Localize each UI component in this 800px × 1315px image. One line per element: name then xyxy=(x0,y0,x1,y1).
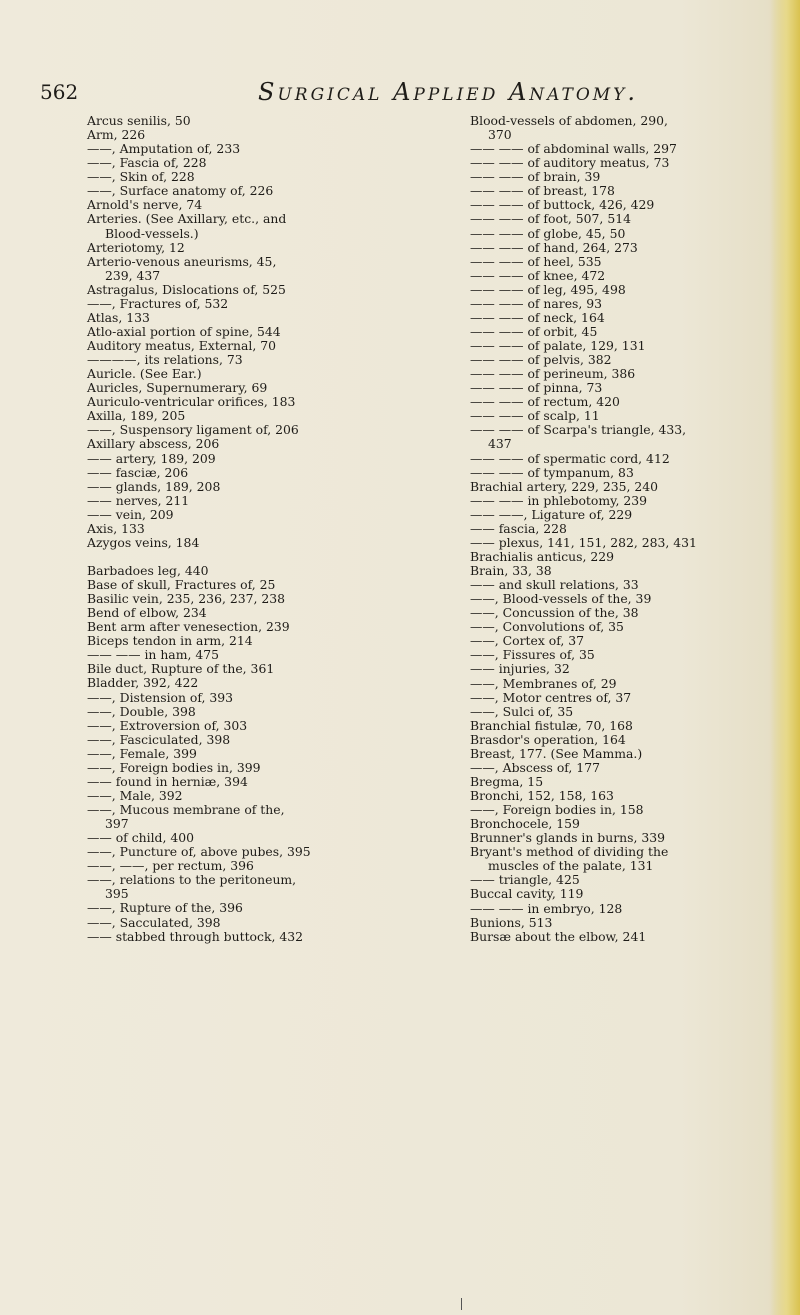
index-entry: Bile duct, Rupture of the, 361 xyxy=(87,661,275,677)
index-entry: ——, Extroversion of, 303 xyxy=(87,717,248,733)
page-title: Surgical Applied Anatomy. xyxy=(258,78,639,106)
index-entry: —— glands, 189, 208 xyxy=(87,478,221,494)
index-entry: —— —— in embryo, 128 xyxy=(470,900,623,916)
index-entry: —— —— of buttock, 426, 429 xyxy=(470,197,655,213)
index-entry: —— —— of leg, 495, 498 xyxy=(470,281,626,297)
index-entry: Bursæ about the elbow, 241 xyxy=(470,928,647,944)
index-entry: —— —— of scalp, 11 xyxy=(470,408,600,424)
index-entry: —— —— of Scarpa's triangle, 433, xyxy=(470,422,687,438)
index-entry: ——, Female, 399 xyxy=(87,745,197,761)
index-entry: —— —— of orbit, 45 xyxy=(470,323,598,339)
index-entry: ——, Mucous membrane of the, xyxy=(87,802,285,818)
index-entry: —— of child, 400 xyxy=(87,830,195,846)
index-entry: ——, Rupture of the, 396 xyxy=(87,900,243,916)
index-entry: ——, Fasciculated, 398 xyxy=(87,731,231,747)
index-entry: —— —— of spermatic cord, 412 xyxy=(470,450,670,466)
index-entry: —— ——, Ligature of, 229 xyxy=(470,506,633,522)
index-entry: 437 xyxy=(488,436,512,452)
index-entry: —— —— of nares, 93 xyxy=(470,295,603,311)
index-entry: Arteriotomy, 12 xyxy=(87,239,185,255)
index-entry: —— fascia, 228 xyxy=(470,520,567,536)
index-entry: Astragalus, Dislocations of, 525 xyxy=(87,281,286,297)
index-entry: ——, Membranes of, 29 xyxy=(470,675,617,691)
index-entry: 397 xyxy=(105,816,129,832)
index-entry: —— —— in phlebotomy, 239 xyxy=(470,492,647,508)
index-entry: ——, Convolutions of, 35 xyxy=(470,619,624,635)
index-entry: Biceps tendon in arm, 214 xyxy=(87,633,253,649)
index-entry: —— —— of perineum, 386 xyxy=(470,366,636,382)
index-entry: Brasdor's operation, 164 xyxy=(470,731,626,747)
index-entry: Auricles, Supernumerary, 69 xyxy=(87,380,268,396)
index-column-left xyxy=(87,114,457,944)
index-entry: ——, Skin of, 228 xyxy=(87,169,195,185)
index-entry: Auriculo-ventricular orifices, 183 xyxy=(87,394,296,410)
index-entry: —— found in herniæ, 394 xyxy=(87,773,248,789)
index-entry: Barbadoes leg, 440 xyxy=(87,562,209,578)
index-entry: Blood-vessels of abdomen, 290, xyxy=(470,113,668,128)
index-entry: ——, Foreign bodies in, 158 xyxy=(470,802,644,818)
index-entry: ——, Sacculated, 398 xyxy=(87,914,221,930)
index-entry: ——, Puncture of, above pubes, 395 xyxy=(87,844,311,860)
index-entry: Atlo-axial portion of spine, 544 xyxy=(87,323,281,339)
running-head xyxy=(40,80,760,114)
index-column-right xyxy=(470,114,760,944)
index-entry: Buccal cavity, 119 xyxy=(470,886,584,902)
index-entry: —— —— in ham, 475 xyxy=(87,647,219,663)
index-entry: ————, its relations, 73 xyxy=(87,352,243,368)
page-edge xyxy=(770,0,800,1315)
index-entry: ——, Surface anatomy of, 226 xyxy=(87,183,274,199)
index-entry: Arteries. (See Axillary, etc., and xyxy=(87,211,287,227)
index-entry: Axis, 133 xyxy=(87,520,145,536)
index-entry: Brain, 33, 38 xyxy=(470,563,552,578)
index-entry: muscles of the palate, 131 xyxy=(488,858,654,874)
index-entry: ——, Suspensory ligament of, 206 xyxy=(87,422,299,438)
index-entry: Azygos veins, 184 xyxy=(87,534,200,550)
index-entry: Axilla, 189, 205 xyxy=(87,408,186,424)
index-entry: ——, Concussion of the, 38 xyxy=(470,605,639,621)
index-entry: Branchial fistulæ, 70, 168 xyxy=(470,717,633,733)
index-entry: —— —— of hand, 264, 273 xyxy=(470,239,638,255)
index-entry: —— —— of neck, 164 xyxy=(470,309,605,325)
index-entry: —— artery, 189, 209 xyxy=(87,450,216,466)
index-entry: Bronchocele, 159 xyxy=(470,816,580,832)
index-entry: Brachialis anticus, 229 xyxy=(470,548,615,564)
index-entry: ——, Double, 398 xyxy=(87,703,196,719)
index-entry: —— —— of globe, 45, 50 xyxy=(470,225,626,241)
index-entry: ——, Blood-vessels of the, 39 xyxy=(470,591,652,607)
index-entry: 370 xyxy=(488,127,512,143)
index-entry: —— nerves, 211 xyxy=(87,492,190,508)
index-entry: Bend of elbow, 234 xyxy=(87,605,207,621)
index-entry: ——, Foreign bodies in, 399 xyxy=(87,759,261,775)
index-entry: Atlas, 133 xyxy=(87,309,150,325)
page-number: 562 xyxy=(40,80,79,104)
index-entry: —— —— of knee, 472 xyxy=(470,267,606,283)
index-entry: —— —— of foot, 507, 514 xyxy=(470,211,631,227)
index-entry: —— injuries, 32 xyxy=(470,661,570,677)
index-entry: ——, Cortex of, 37 xyxy=(470,633,585,649)
index-entry: —— triangle, 425 xyxy=(470,872,580,888)
index-entry: —— —— of brain, 39 xyxy=(470,169,601,185)
index-entry: Brunner's glands in burns, 339 xyxy=(470,830,666,846)
index-entry: Breast, 177. (See Mamma.) xyxy=(470,745,643,761)
index-entry: Auricle. (See Ear.) xyxy=(87,366,202,382)
index-entry: Arm, 226 xyxy=(87,127,146,143)
index-entry: —— fasciæ, 206 xyxy=(87,464,189,480)
index-entry: —— —— of auditory meatus, 73 xyxy=(470,155,670,171)
index-entry: Blood-vessels.) xyxy=(105,225,199,241)
index-entry: ——, Fascia of, 228 xyxy=(87,155,207,171)
index-entry: ——, Fissures of, 35 xyxy=(470,647,595,663)
index-entry: ——, Amputation of, 233 xyxy=(87,141,241,157)
index-entry: Bronchi, 152, 158, 163 xyxy=(470,788,614,803)
index-entry: Axillary abscess, 206 xyxy=(87,436,220,452)
index-entry: ——, Motor centres of, 37 xyxy=(470,689,632,705)
index-entry: Bladder, 392, 422 xyxy=(87,675,199,691)
index-entry: ——, relations to the peritoneum, xyxy=(87,872,297,888)
index-entry: ——, Male, 392 xyxy=(87,787,183,803)
index-entry xyxy=(87,550,457,564)
index-entry: —— and skull relations, 33 xyxy=(470,577,639,593)
index-entry: —— —— of pinna, 73 xyxy=(470,380,603,396)
index-entry: Basilic vein, 235, 236, 237, 238 xyxy=(87,591,286,607)
index-entry: ——, Distension of, 393 xyxy=(87,689,234,705)
index-entry: —— —— of rectum, 420 xyxy=(470,394,620,410)
index-entry: ——, Abscess of, 177 xyxy=(470,759,600,775)
index-entry: —— —— of heel, 535 xyxy=(470,253,602,269)
index-entry: Arnold's nerve, 74 xyxy=(87,197,203,213)
index-entry: Arterio-venous aneurisms, 45, xyxy=(87,253,277,269)
index-entry: Bregma, 15 xyxy=(470,773,544,789)
index-entry: —— —— of abdominal walls, 297 xyxy=(470,141,677,157)
index-entry: —— —— of pelvis, 382 xyxy=(470,352,612,368)
index-entry: Bunions, 513 xyxy=(470,914,553,930)
index-entry: —— —— of breast, 178 xyxy=(470,183,615,199)
index-entry: 239, 437 xyxy=(105,267,161,283)
index-entry: ——, Sulci of, 35 xyxy=(470,703,574,719)
column-rule xyxy=(461,1298,462,1310)
index-entry: Brachial artery, 229, 235, 240 xyxy=(470,478,659,494)
index-entry: Bryant's method of dividing the xyxy=(470,844,669,860)
index-entry: ——, ——, per rectum, 396 xyxy=(87,858,254,874)
index-entry: Base of skull, Fractures of, 25 xyxy=(87,577,276,593)
index-entry: —— —— of palate, 129, 131 xyxy=(470,338,646,353)
index-entry: —— vein, 209 xyxy=(87,506,174,522)
index-entry: —— plexus, 141, 151, 282, 283, 431 xyxy=(470,534,697,550)
index-entry: Auditory meatus, External, 70 xyxy=(87,338,277,353)
index-entry: ——, Fractures of, 532 xyxy=(87,295,229,311)
index-entry: Arcus senilis, 50 xyxy=(87,113,191,128)
index-entry: 395 xyxy=(105,886,129,902)
index-entry: —— —— of tympanum, 83 xyxy=(470,464,634,480)
index-entry: Bent arm after venesection, 239 xyxy=(87,619,290,635)
index-entry: —— stabbed through buttock, 432 xyxy=(87,928,303,944)
